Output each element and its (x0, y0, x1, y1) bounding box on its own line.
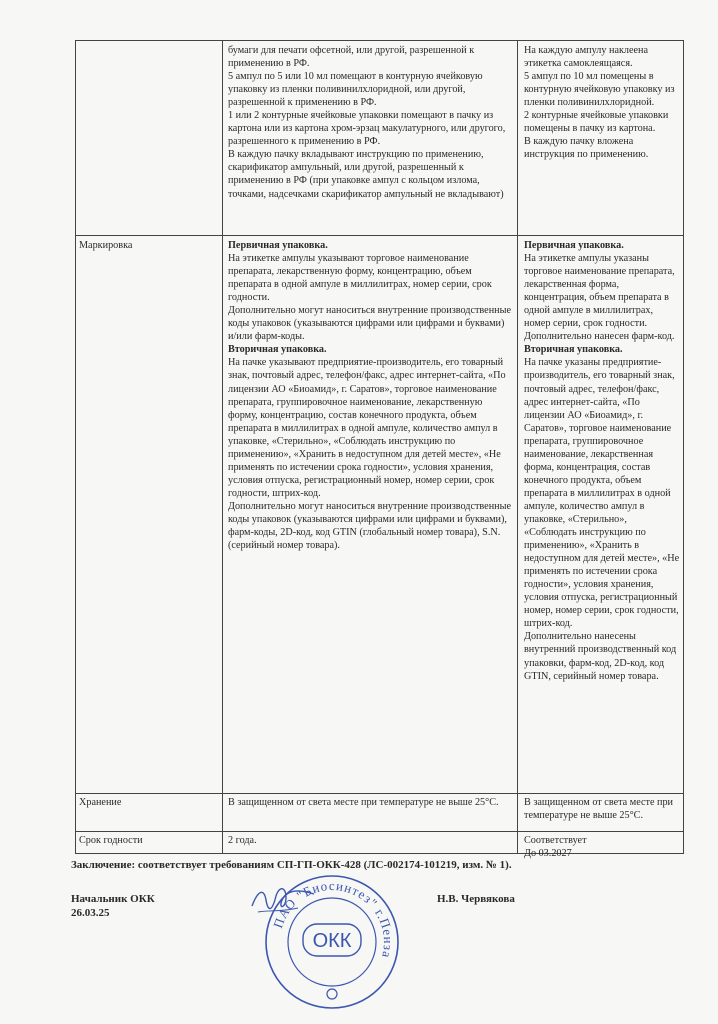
row-divider-3 (75, 831, 684, 832)
cell-paragraph: Соответствует (524, 835, 587, 846)
cell-paragraph: В защищенном от света месте при температуре не выше 25°С. (524, 797, 674, 822)
section-heading: Первичная упаковка. (228, 240, 328, 251)
row-divider-2 (75, 793, 684, 794)
row-marking-result (524, 239, 680, 683)
cell-paragraph: 5 ампул по 10 мл помещены в контурную ячейковую упаковку из пленки поливинилхлоридной. (524, 71, 675, 109)
cell-paragraph: Дополнительно нанесены внутренний производственный код упаковки, фарм-код, 2D-код, код GTIN, серийный номер товара. (524, 631, 677, 682)
row-marking-spec (228, 239, 514, 552)
row-marking-label (79, 239, 219, 252)
cell-paragraph: 1 или 2 контурные ячейковые упаковки помещают в пачку из картона или из картона хром-эрзац макулатурного, или другого, разрешенного к применению в РФ. (228, 110, 506, 148)
stamp-emblem-icon (327, 989, 337, 999)
row-packaging-spec (228, 44, 514, 201)
row-shelflife-label (79, 834, 219, 847)
cell-paragraph: На каждую ампулу наклеена этикетка самоклеящаяся. (524, 45, 649, 70)
table-left-border (75, 40, 76, 854)
cell-paragraph: На пачке указаны предприятие-производитель, его товарный знак, почтовый адрес, телефон/факс, адрес интернет-сайта, «По лицензии АО «Биоамид», г. Саратов», торговое наименование препарата, группировочное наименование, лекарственная форма, концентрация, состав конечного продукта, объем препарата в миллилитрах в одной ампуле, количество ампул в упаковке, «Стерильно», «Соблюдать инструкцию по применению», «Хранить в недоступном для детей месте», «Не применять по истечении срока годности», условия хранения, условия отпуска, регистрационный номер, номер серии, срок годности, штрих-код. (524, 357, 680, 630)
stamp-center-text: ОКК (312, 930, 352, 952)
cell-paragraph: 2 контурные ячейковые упаковки помещены в пачку из картона. (524, 110, 669, 135)
cell-paragraph: 2 года. (228, 835, 257, 846)
cell-paragraph: На этикетке ампулы указаны торговое наименование препарата, лекарственная форма, концентрация, объем препарата в одной ампуле в миллилитрах, номер серии, срок годности. (524, 253, 675, 330)
row-divider-1 (75, 235, 684, 236)
marking-label: Маркировка (79, 240, 133, 251)
cell-paragraph: На этикетке ампулы указывают торговое наименование препарата, лекарственную форму, концентрацию, объем препарата в одной ампуле в миллилитрах, номер серии, срок годности. (228, 253, 492, 304)
table-col1-border (222, 40, 223, 854)
cell-paragraph: бумаги для печати офсетной, или другой, разрешенной к применению в РФ. (228, 45, 475, 70)
signature-name: Н.В. Червякова (437, 893, 515, 905)
row-shelflife-result (524, 834, 680, 860)
table-top-border (75, 40, 684, 41)
cell-paragraph: На пачке указывают предприятие-производитель, его товарный знак, почтовый адрес, телефон/факс, адрес интернет-сайта, «По лицензии АО «Биоамид», г. Саратов», торговое наименование препарата, группировочное наименование, лекарственную форму, концентрацию, состав конечного продукта, объем препарата в миллилитрах в одной ампуле, количество ампул в упаковке, «Стерильно», «Соблюдать инструкцию по применению», «Хранить в недоступном для детей месте», «Не применять по истечении срока годности», условия хранения, условия отпуска, регистрационный номер, номер серии, срок годности, штрих-код. (228, 357, 506, 499)
row-storage-spec (228, 796, 514, 809)
storage-label: Хранение (79, 797, 122, 808)
cell-paragraph: Дополнительно нанесен фарм-код. (524, 331, 675, 343)
cell-paragraph: Дополнительно могут наноситься внутренние производственные коды упаковок (указываются цифрами или цифрами и буквами) и/или фарм-коды. (228, 305, 511, 343)
row-shelflife-spec (228, 834, 514, 847)
table-right-border (683, 40, 684, 854)
row-storage-label (79, 796, 219, 809)
signature-date: 26.03.25 (71, 907, 110, 919)
cell-paragraph: Дополнительно могут наноситься внутренние производственные коды упаковок (указываются цифрами или цифрами и буквами), фарм-коды, 2D-код, код GTIN (глобальный номер товара), S.N. (серийный номер товара). (228, 500, 511, 552)
cell-paragraph: До 03.2027 (524, 848, 572, 860)
table-col2-border (517, 40, 518, 854)
cell-paragraph: В каждую пачку вложена инструкция по применению. (524, 136, 649, 161)
conclusion-text: Заключение: соответствует требованиям СП-ГП-ОКК-428 (ЛС-002174-101219, изм. № 1). (71, 859, 512, 871)
cell-paragraph: В каждую пачку вкладывают инструкцию по применению, скарификатор ампульный, или другой, разрешенный к применению в РФ (при упаковке ампул с кольцом излома, точками, надсечками скарификатор ампульный не вкладывают) (228, 149, 504, 200)
section-heading: Вторичная упаковка. (524, 344, 623, 356)
okk-stamp (262, 872, 402, 1012)
stamp-ring-text: ПАО "Биосинтез" г.Пенза (270, 877, 397, 961)
row-packaging-result (524, 44, 680, 161)
cell-paragraph: В защищенном от света месте при температуре не выше 25°С. (228, 797, 499, 808)
shelflife-label: Срок годности (79, 835, 143, 846)
section-heading: Первичная упаковка. (524, 240, 624, 251)
cell-paragraph: 5 ампул по 5 или 10 мл помещают в контурную ячейковую упаковку из пленки поливинилхлоридной, или другой, разрешенной к применению в РФ. (228, 71, 483, 109)
signature-position: Начальник ОКК (71, 893, 155, 905)
section-heading: Вторичная упаковка. (228, 344, 327, 356)
row-storage-result (524, 796, 680, 822)
